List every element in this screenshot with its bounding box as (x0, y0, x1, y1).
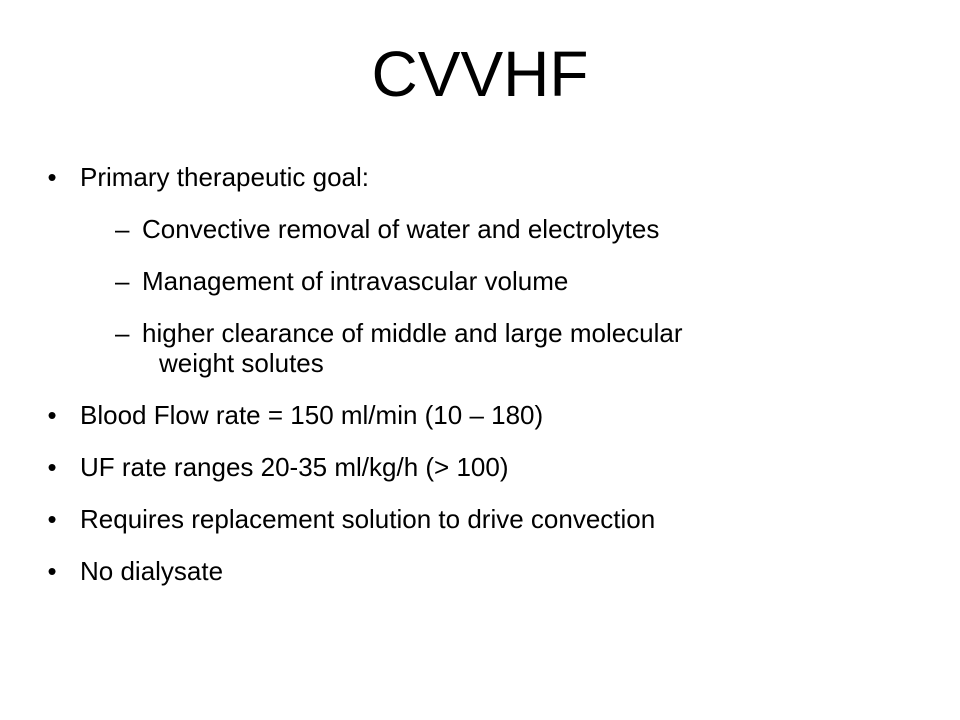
sub-bullet-marker: – (115, 318, 130, 348)
sub-bullet-text: Convective removal of water and electrolytes (142, 214, 660, 244)
bullet-item (47, 556, 912, 586)
bullet-marker: • (47, 162, 57, 192)
bullet-item (47, 162, 912, 192)
bullet-text: Requires replacement solution to drive convection (80, 504, 656, 534)
bullet-text: UF rate ranges 20-35 ml/kg/h (> 100) (80, 452, 509, 482)
bullet-marker: • (47, 556, 57, 586)
bullet-text: Blood Flow rate = 150 ml/min (10 – 180) (80, 400, 544, 430)
sub-bullet-item (115, 318, 912, 378)
sub-bullet-text-line2: weight solutes (159, 348, 324, 378)
sub-bullet-item (115, 214, 912, 244)
bullet-text: Primary therapeutic goal: (80, 162, 370, 192)
bullet-list (47, 162, 912, 608)
bullet-marker: • (47, 452, 57, 482)
bullet-marker: • (47, 400, 57, 430)
sub-bullet-marker: – (115, 266, 130, 296)
bullet-marker: • (47, 504, 57, 534)
bullet-item (47, 452, 912, 482)
slide-title: CVVHF (371, 38, 589, 110)
sub-bullet-text (115, 318, 912, 378)
bullet-text: No dialysate (80, 556, 224, 586)
sub-bullet-item (115, 266, 912, 296)
bullet-item (47, 504, 912, 534)
sub-bullet-text: Management of intravascular volume (142, 266, 569, 296)
sub-bullet-marker: – (115, 214, 130, 244)
bullet-item (47, 400, 912, 430)
sub-bullet-text-line1: higher clearance of middle and large molecular (142, 318, 683, 348)
